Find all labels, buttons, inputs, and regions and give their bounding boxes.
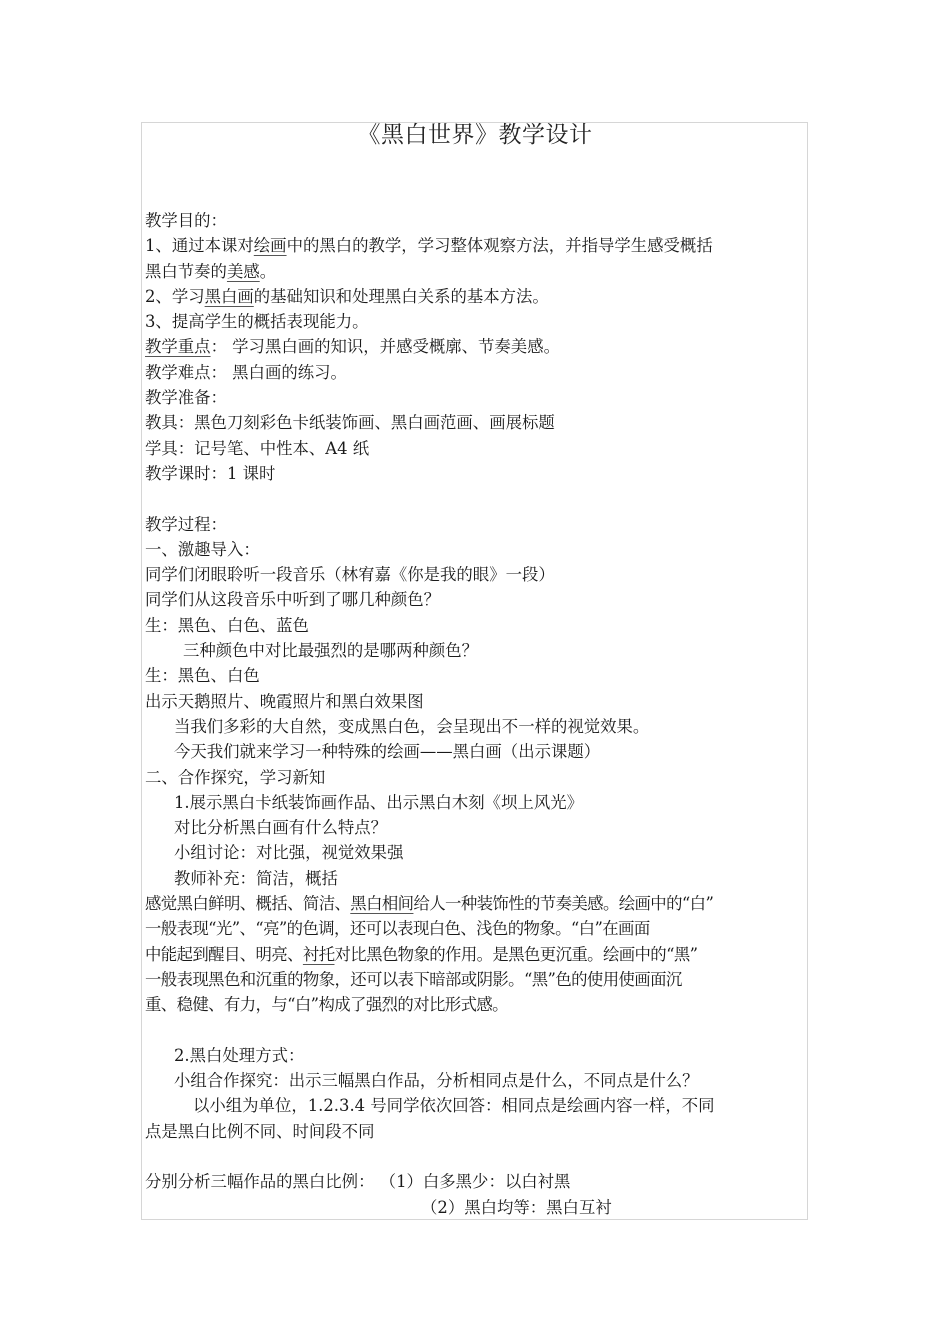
objective-3: 3、提高学生的概括表现能力。 [145, 312, 369, 332]
objective-2: 2、学习黑白画的基础知识和处理黑白关系的基本方法。 [145, 286, 549, 306]
paragraph-line: 当我们多彩的大自然，变成黑白色，会呈现出不一样的视觉效果。 [174, 716, 650, 736]
section-1-title: 一、激趣导入： [145, 539, 260, 559]
paragraph-line: 小组合作探究：出示三幅黑白作品，分析相同点是什么，不同点是什么？ [174, 1071, 699, 1091]
teacher-tools: 教具：黑色刀刻彩色卡纸装饰画、黑白画范画、画展标题 [145, 413, 555, 433]
process-heading: 教学过程： [145, 514, 227, 534]
paragraph-line: 分别分析三幅作品的黑白比例： （1）白多黑少：以白衬黑 [145, 1172, 571, 1192]
paragraph-line: 对比分析黑白画有什么特点？ [174, 818, 388, 838]
section-2-title: 二、合作探究，学习新知 [145, 767, 326, 787]
spacer [145, 486, 807, 511]
objective-1b: 黑白节奏的美感。 [145, 261, 277, 281]
paragraph-line: 生：黑色、白色 [145, 666, 260, 686]
key-point-label: 教学重点 [145, 337, 211, 357]
paragraph-line: 点是黑白比例不同、时间段不同 [145, 1121, 375, 1141]
prep-heading: 教学准备： [145, 388, 227, 408]
paragraph-line: 教师补充：简洁，概括 [174, 868, 338, 888]
paragraph-line: 1.展示黑白卡纸装饰画作品、出示黑白木刻《坝上风光》 [174, 792, 584, 812]
objectives-heading: 教学目的： [145, 211, 227, 230]
paragraph-line: 感觉黑白鲜明、概括、简洁、黑白相间给人一种装饰性的节奏美感。绘画中的“白” [145, 894, 714, 914]
student-tools: 学具：记号笔、中性本、A4 纸 [145, 438, 370, 458]
difficulty: 教学难点： 黑白画的练习。 [145, 362, 347, 382]
section-3-title: 2.黑白处理方式： [174, 1045, 305, 1065]
key-point: 教学重点： 学习黑白画的知识，并感受概廓、节奏美感。 [145, 337, 560, 357]
class-hours: 教学课时：1 课时 [145, 463, 276, 483]
paragraph-line: 三种颜色中对比最强烈的是哪两种颜色？ [183, 641, 479, 661]
paragraph-line: 出示天鹅照片、晚霞照片和黑白效果图 [145, 691, 424, 711]
document-title: 《黑白世界》教学设计 [357, 122, 593, 148]
underlined-term: 绘画 [253, 236, 287, 256]
paragraph-line: 中能起到醒目、明亮、衬托对比黑色物象的作用。是黑色更沉重。绘画中的“黑” [145, 944, 698, 964]
underlined-term: 黑白相间 [350, 894, 414, 914]
paragraph-line: 重、稳健、有力，与“白”构成了强烈的对比形式感。 [145, 995, 508, 1015]
paragraph-line: （2）黑白均等：黑白互衬 [421, 1197, 612, 1217]
spacer [145, 1144, 807, 1169]
underlined-term: 衬托 [302, 944, 335, 964]
objective-1a: 1、通过本课对绘画中的黑白的教学，学习整体观察方法，并指导学生感受概括 [145, 236, 713, 256]
paragraph-line: 一般表现黑色和沉重的物象，还可以表下暗部或阴影。“黑”色的使用使画面沉 [145, 969, 682, 989]
paragraph-line: 生：黑色、白色、蓝色 [145, 615, 309, 635]
paragraph-line: 同学们闭眼聆听一段音乐（林宥嘉《你是我的眼》一段） [145, 565, 555, 585]
document-body [145, 208, 807, 1220]
paragraph-line: 以小组为单位，1.2.3.4 号同学依次回答：相同点是绘画内容一样，不同 [193, 1096, 715, 1116]
underlined-term: 美感 [226, 261, 260, 281]
paragraph-line: 今天我们就来学习一种特殊的绘画——黑白画（出示课题） [174, 742, 601, 762]
spacer [145, 1018, 807, 1043]
paragraph-line: 同学们从这段音乐中听到了哪几种颜色？ [145, 590, 441, 610]
underlined-term: 黑白画 [204, 286, 254, 306]
paragraph-line: 小组讨论：对比强，视觉效果强 [174, 843, 404, 863]
paragraph-line: 一般表现“光”、“亮”的色调，还可以表现白色、浅色的物象。“白”在画面 [145, 919, 650, 939]
